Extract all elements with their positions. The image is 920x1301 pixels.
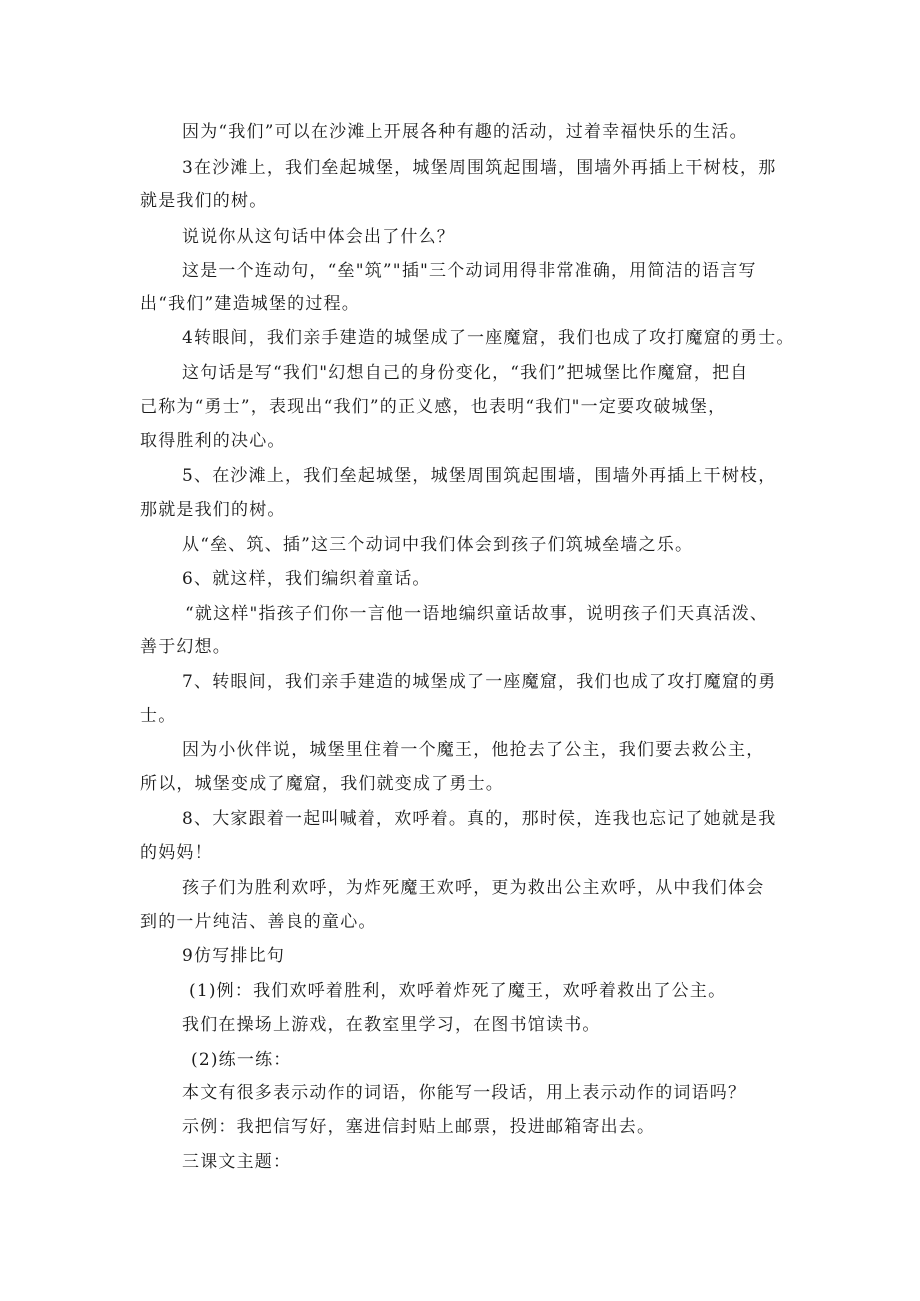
text-line: 就是我们的树。 [140,191,268,211]
text-line: 说说你从这句话中体会出了什么？ [182,227,455,247]
text-line: 孩子们为胜利欢呼，为炸死魔王欢呼，更为救出公主欢呼，从中我们体会 [182,878,765,898]
text-line: 取得胜利的决心。 [140,431,286,451]
text-line: (1)例：我们欢呼着胜利，欢呼着炸死了魔王，欢呼着救出了公主。 [189,981,727,1001]
text-line: 5、在沙滩上，我们垒起城堡，城堡周围筑起围墙，围墙外再插上干树枝， [182,466,777,486]
text-line: 6、就这样，我们编织着童话。 [182,569,431,589]
text-line: 到的一片纯洁、善良的童心。 [140,912,377,932]
text-line: 士。 [140,706,177,726]
text-line: 本文有很多表示动作的词语，你能写一段话，用上表示动作的词语吗？ [182,1083,747,1103]
text-line: 8、大家跟着一起叫喊着，欢呼着。真的，那时侯，连我也忘记了她就是我 [182,809,777,829]
text-line: 这是一个连动句，“垒"筑”"插"三个动词用得非常准确，用简洁的语言写 [182,261,757,281]
text-line: 那就是我们的树。 [140,500,286,520]
text-line: “就这样"指孩子们你一言他一语地编织童话故事，说明孩子们天真活泼、 [185,604,769,624]
text-line: 从“垒、筑、插”这三个动词中我们体会到孩子们筑城垒墙之乐。 [182,535,694,555]
text-line: 因为“我们”可以在沙滩上开展各种有趣的活动，过着幸福快乐的生活。 [182,122,748,142]
text-line: 我们在操场上游戏，在教室里学习，在图书馆读书。 [182,1015,601,1035]
text-line: 4转眼间，我们亲手建造的城堡成了一座魔窟，我们也成了攻打魔窟的勇士。 [182,328,795,348]
text-line: 善于幻想。 [140,637,231,657]
text-line: (2)练一练： [191,1050,292,1070]
text-line: 的妈妈！ [140,843,213,863]
text-line: 这句话是写“我们"幻想自己的身份变化，“我们”把城堡比作魔窟，把自 [182,363,749,383]
text-line: 9仿写排比句 [182,946,286,966]
text-line: 三课文主题： [182,1152,292,1172]
text-line: 示例：我把信写好，塞进信封贴上邮票，投进邮箱寄出去。 [182,1117,656,1137]
text-line: 出“我们”建造城堡的过程。 [140,294,360,314]
text-line: 所以，城堡变成了魔窟，我们就变成了勇士。 [140,774,504,794]
text-line: 己称为“勇士”，表现出“我们”的正义感，也表明“我们"一定要攻破城堡， [140,397,727,417]
text-line: 7、转眼间，我们亲手建造的城堡成了一座魔窟，我们也成了攻打魔窟的勇 [182,672,777,692]
text-line: 因为小伙伴说，城堡里住着一个魔王，他抢去了公主，我们要去救公主， [182,740,765,760]
text-line: 3在沙滩上，我们垒起城堡，城堡周围筑起围墙，围墙外再插上干树枝，那 [182,158,777,178]
